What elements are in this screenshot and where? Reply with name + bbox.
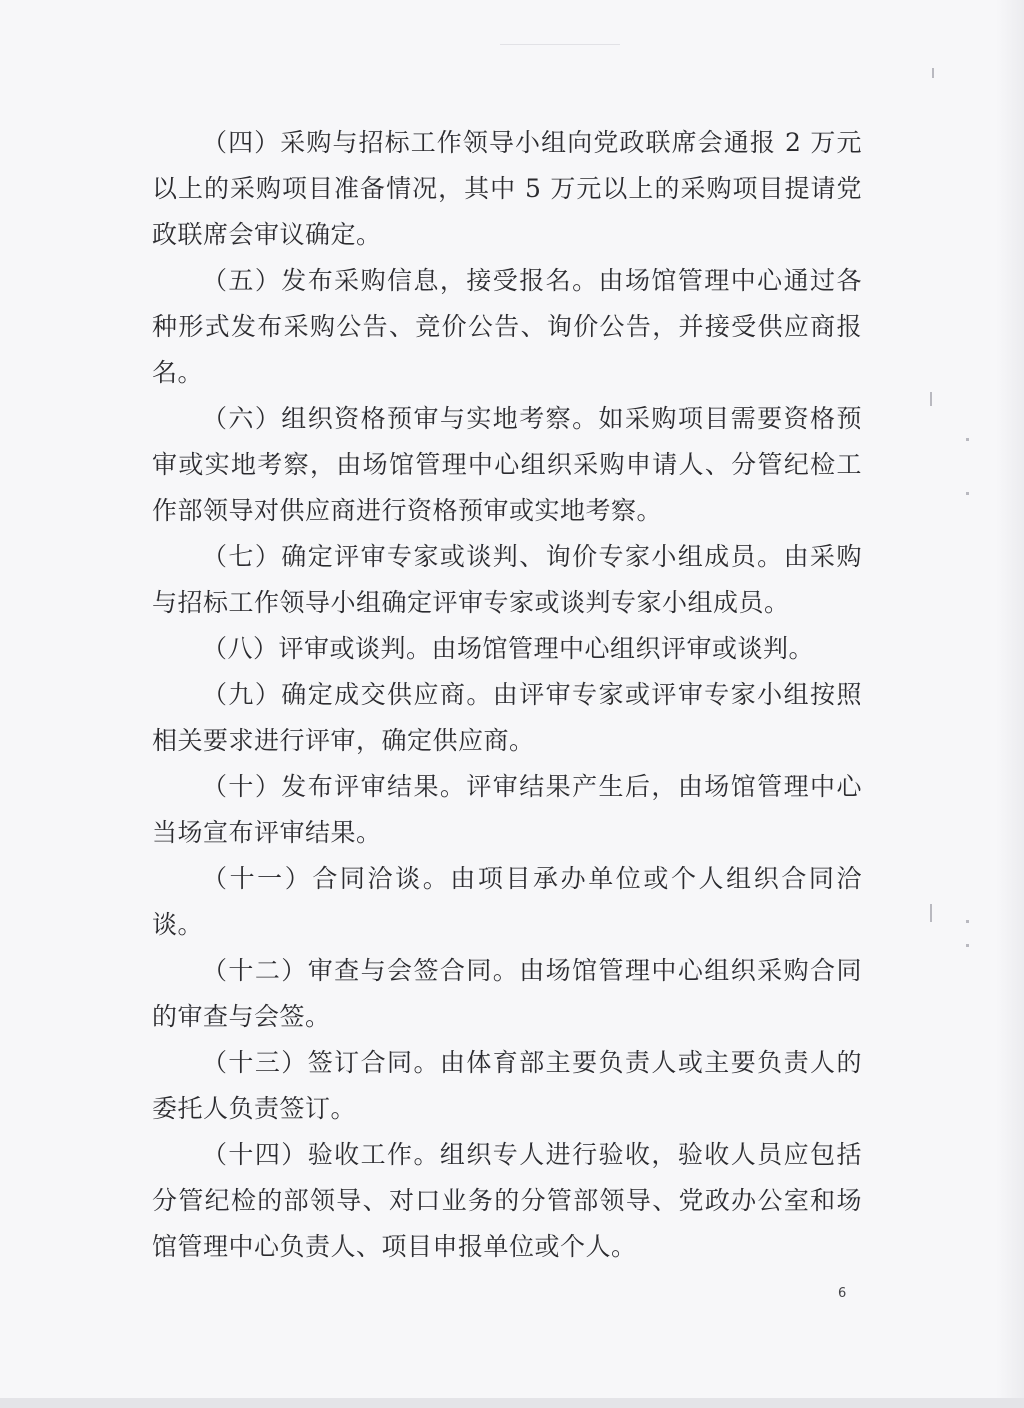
paragraph-10: （十）发布评审结果。评审结果产生后，由场馆管理中心当场宣布评审结果。	[152, 772, 862, 847]
scan-artifact	[500, 44, 620, 45]
paragraph-8: （八）评审或谈判。由场馆管理中心组织评审或谈判。	[202, 634, 815, 663]
paragraph-12: （十二）审查与会签合同。由场馆管理中心组织采购合同的审查与会签。	[152, 956, 862, 1031]
paragraph-6: （六）组织资格预审与实地考察。如采购项目需要资格预审或实地考察，由场馆管理中心组织采购申请人、分管纪检工作部领导对供应商进行资格预审或实地考察。	[152, 404, 862, 525]
scan-artifact	[966, 438, 969, 441]
scan-artifact	[966, 944, 969, 947]
scan-artifact	[930, 392, 932, 406]
paragraph-11: （十一）合同洽谈。由项目承办单位或个人组织合同洽谈。	[152, 864, 862, 939]
paper-edge-shadow	[996, 0, 1024, 1408]
document-body	[152, 120, 862, 1270]
paragraph-4: （四）采购与招标工作领导小组向党政联席会通报 2 万元以上的采购项目准备情况，其中 5 万元以上的采购项目提请党政联席会审议确定。	[152, 128, 862, 249]
scan-artifact	[966, 920, 969, 923]
paragraph-9: （九）确定成交供应商。由评审专家或评审专家小组按照相关要求进行评审，确定供应商。	[152, 680, 862, 755]
page-number: 6	[838, 1286, 847, 1301]
scan-artifact	[966, 492, 969, 495]
paragraph-5: （五）发布采购信息，接受报名。由场馆管理中心通过各种形式发布采购公告、竞价公告、询价公告，并接受供应商报名。	[152, 266, 862, 387]
scan-artifact	[932, 68, 934, 78]
paragraph-7: （七）确定评审专家或谈判、询价专家小组成员。由采购与招标工作领导小组确定评审专家或谈判专家小组成员。	[152, 542, 862, 617]
paragraph-13: （十三）签订合同。由体育部主要负责人或主要负责人的委托人负责签订。	[152, 1048, 862, 1123]
paragraph-14: （十四）验收工作。组织专人进行验收，验收人员应包括分管纪检的部领导、对口业务的分管部领导、党政办公室和场馆管理中心负责人、项目申报单位或个人。	[152, 1140, 862, 1261]
paper-bottom-edge	[0, 1398, 1024, 1408]
scan-artifact	[930, 904, 932, 922]
